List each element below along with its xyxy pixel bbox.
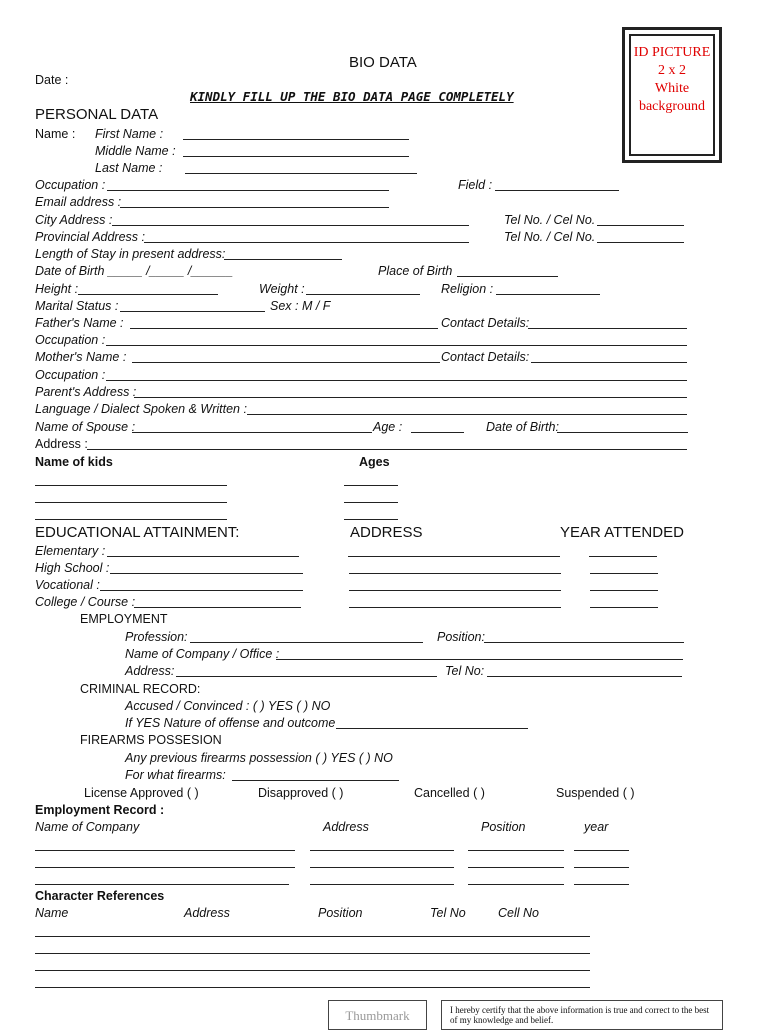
- id-picture-line-4: background: [638, 99, 706, 114]
- college-year-field[interactable]: [590, 607, 658, 608]
- kid-name-field-3[interactable]: [35, 519, 227, 520]
- certification-text: I hereby certify that the above information is true and correct to the best of my knowledge and belief.: [450, 1005, 710, 1025]
- employment-record-address-header: Address: [323, 820, 369, 834]
- employment-record-year-1[interactable]: [574, 850, 629, 851]
- employment-record-position-2[interactable]: [468, 867, 564, 868]
- provincial-address-field[interactable]: [144, 242, 469, 243]
- city-address-label: City Address :: [35, 213, 113, 227]
- references-address-header: Address: [184, 906, 230, 920]
- offense-field[interactable]: [336, 728, 528, 729]
- license-disapproved[interactable]: Disapproved ( ): [258, 786, 344, 800]
- employment-record-address-1[interactable]: [310, 850, 454, 851]
- employment-record-address-2[interactable]: [310, 867, 454, 868]
- id-picture-box: [622, 27, 722, 163]
- occupation-label-2: Occupation :: [35, 333, 106, 347]
- high-school-field[interactable]: [110, 573, 303, 574]
- company-label: Name of Company / Office :: [125, 647, 280, 661]
- date-of-birth-label-2: Date of Birth:: [486, 420, 559, 434]
- field-field[interactable]: [495, 190, 619, 191]
- college-field[interactable]: [134, 607, 301, 608]
- fathers-name-field[interactable]: [130, 328, 438, 329]
- employment-address-label: Address:: [125, 664, 175, 678]
- vocational-year-field[interactable]: [590, 590, 658, 591]
- name-label: Name :: [35, 127, 76, 141]
- employment-record-position-3[interactable]: [468, 884, 564, 885]
- tel-cel-label-2: Tel No. / Cel No.: [504, 230, 596, 244]
- parents-address-label: Parent's Address :: [35, 385, 137, 399]
- height-field[interactable]: [78, 294, 218, 295]
- firearms-heading: FIREARMS POSSESION: [80, 733, 222, 747]
- kid-age-field-3[interactable]: [344, 519, 398, 520]
- company-field[interactable]: [276, 659, 683, 660]
- last-name-field[interactable]: [185, 173, 417, 174]
- accused-label: Accused / Convinced : ( ) YES ( ) NO: [125, 699, 331, 713]
- references-name-header: Name: [35, 906, 69, 920]
- religion-field[interactable]: [496, 294, 600, 295]
- references-position-header: Position: [318, 906, 363, 920]
- occupation-field-2[interactable]: [106, 345, 687, 346]
- vocational-field[interactable]: [100, 590, 303, 591]
- if-yes-label: If YES Nature of offense and outcome: [125, 716, 336, 730]
- length-of-stay-field[interactable]: [224, 259, 342, 260]
- first-name-label: First Name :: [95, 127, 164, 141]
- employment-record-position-1[interactable]: [468, 850, 564, 851]
- employment-record-year-header: year: [584, 820, 609, 834]
- license-cancelled[interactable]: Cancelled ( ): [414, 786, 485, 800]
- first-name-field[interactable]: [183, 139, 409, 140]
- page-title: BIO DATA: [349, 54, 417, 71]
- date-of-birth-label: Date of Birth _____ /_____ /______: [35, 264, 234, 278]
- contact-details-field-1[interactable]: [528, 328, 687, 329]
- employment-record-heading: Employment Record :: [35, 803, 165, 817]
- id-picture-line-3: White: [654, 81, 690, 96]
- employment-record-year-2[interactable]: [574, 867, 629, 868]
- religion-label: Religion :: [441, 282, 494, 296]
- college-label: College / Course :: [35, 595, 136, 609]
- employment-tel-label: Tel No:: [445, 664, 485, 678]
- place-of-birth-field[interactable]: [457, 276, 558, 277]
- employment-record-year-3[interactable]: [574, 884, 629, 885]
- address-field[interactable]: [87, 449, 687, 450]
- kid-age-field-2[interactable]: [344, 502, 398, 503]
- address-label: Address :: [35, 437, 88, 451]
- spouse-name-label: Name of Spouse :: [35, 420, 136, 434]
- middle-name-label: Middle Name :: [95, 144, 176, 158]
- kid-name-field-1[interactable]: [35, 485, 227, 486]
- firearms-for-what-field[interactable]: [232, 780, 399, 781]
- kid-name-field-2[interactable]: [35, 502, 227, 503]
- elementary-address-field[interactable]: [348, 556, 560, 557]
- age-field[interactable]: [411, 432, 464, 433]
- provincial-address-label: Provincial Address :: [35, 230, 145, 244]
- id-picture-text: [629, 34, 715, 156]
- college-address-field[interactable]: [349, 607, 561, 608]
- education-year-heading: YEAR ATTENDED: [560, 524, 684, 541]
- email-label: Email address :: [35, 195, 122, 209]
- kids-heading: Name of kids: [35, 455, 113, 469]
- vocational-address-field[interactable]: [349, 590, 561, 591]
- kid-age-field-1[interactable]: [344, 485, 398, 486]
- occupation-field-3[interactable]: [106, 380, 687, 381]
- reference-row-3[interactable]: [35, 970, 590, 971]
- sex-label: Sex : M / F: [270, 299, 331, 313]
- thumbmark-box[interactable]: [328, 1000, 427, 1030]
- mothers-name-field[interactable]: [132, 362, 440, 363]
- date-label: Date :: [35, 73, 69, 87]
- occupation-field[interactable]: [107, 190, 389, 191]
- reference-row-2[interactable]: [35, 953, 590, 954]
- city-address-field[interactable]: [112, 225, 469, 226]
- references-heading: Character References: [35, 889, 165, 903]
- contact-details-field-2[interactable]: [531, 362, 687, 363]
- personal-data-heading: PERSONAL DATA: [35, 106, 159, 123]
- employment-tel-field[interactable]: [487, 676, 682, 677]
- fathers-name-label: Father's Name :: [35, 316, 124, 330]
- license-suspended[interactable]: Suspended ( ): [556, 786, 635, 800]
- tel-cel-field-1[interactable]: [597, 225, 684, 226]
- employment-record-company-2[interactable]: [35, 867, 295, 868]
- weight-label: Weight :: [259, 282, 305, 296]
- vocational-label: Vocational :: [35, 578, 100, 592]
- mothers-name-label: Mother's Name :: [35, 350, 127, 364]
- high-school-label: High School :: [35, 561, 110, 575]
- profession-field[interactable]: [190, 642, 423, 643]
- last-name-label: Last Name :: [95, 161, 163, 175]
- elementary-field[interactable]: [107, 556, 299, 557]
- length-of-stay-label: Length of Stay in present address:: [35, 247, 226, 261]
- employment-heading: EMPLOYMENT: [80, 612, 168, 626]
- tel-cel-label-1: Tel No. / Cel No.: [504, 213, 596, 227]
- language-label: Language / Dialect Spoken & Written :: [35, 402, 247, 416]
- marital-status-label: Marital Status :: [35, 299, 119, 313]
- position-label: Position:: [437, 630, 485, 644]
- education-address-heading: ADDRESS: [350, 524, 423, 541]
- ages-heading: Ages: [359, 455, 390, 469]
- contact-details-label-2: Contact Details:: [441, 350, 530, 364]
- elementary-label: Elementary :: [35, 544, 106, 558]
- references-tel-header: Tel No: [430, 906, 466, 920]
- high-school-address-field[interactable]: [349, 573, 561, 574]
- occupation-label-3: Occupation :: [35, 368, 106, 382]
- occupation-label: Occupation :: [35, 178, 106, 192]
- license-approved[interactable]: License Approved ( ): [84, 786, 199, 800]
- employment-record-company-3[interactable]: [35, 884, 289, 885]
- field-label: Field :: [458, 178, 493, 192]
- criminal-heading: CRIMINAL RECORD:: [80, 682, 201, 696]
- id-picture-line-2: 2 x 2: [658, 63, 686, 78]
- firearms-for-what-label: For what firearms:: [125, 768, 226, 782]
- language-field[interactable]: [247, 414, 687, 415]
- employment-address-field[interactable]: [176, 676, 437, 677]
- references-cell-header: Cell No: [498, 906, 539, 920]
- id-picture-line-1: ID PICTURE: [633, 45, 711, 60]
- contact-details-label-1: Contact Details:: [441, 316, 530, 330]
- spouse-name-field[interactable]: [132, 432, 372, 433]
- high-school-year-field[interactable]: [590, 573, 658, 574]
- employment-record-address-3[interactable]: [310, 884, 454, 885]
- email-field[interactable]: [120, 207, 389, 208]
- firearms-previous-label: Any previous firearms possession ( ) YES ( ) NO: [125, 751, 393, 765]
- elementary-year-field[interactable]: [589, 556, 657, 557]
- reference-row-4[interactable]: [35, 987, 590, 988]
- date-of-birth-field-2[interactable]: [557, 432, 688, 433]
- profession-label: Profession:: [125, 630, 188, 644]
- employment-record-company-header: Name of Company: [35, 820, 140, 834]
- marital-status-field[interactable]: [120, 311, 265, 312]
- middle-name-field[interactable]: [183, 156, 409, 157]
- employment-record-company-1[interactable]: [35, 850, 295, 851]
- tel-cel-field-2[interactable]: [597, 242, 684, 243]
- parents-address-field[interactable]: [134, 397, 687, 398]
- weight-field[interactable]: [306, 294, 420, 295]
- reference-row-1[interactable]: [35, 936, 590, 937]
- employment-record-position-header: Position: [481, 820, 526, 834]
- height-label: Height :: [35, 282, 79, 296]
- education-heading: EDUCATIONAL ATTAINMENT:: [35, 524, 240, 541]
- instruction: KINDLY FILL UP THE BIO DATA PAGE COMPLETELY: [190, 89, 514, 104]
- certification-box: [441, 1000, 723, 1030]
- position-field[interactable]: [484, 642, 684, 643]
- thumbmark-label: Thumbmark: [345, 1008, 410, 1023]
- place-of-birth-label: Place of Birth: [378, 264, 453, 278]
- age-label: Age :: [373, 420, 403, 434]
